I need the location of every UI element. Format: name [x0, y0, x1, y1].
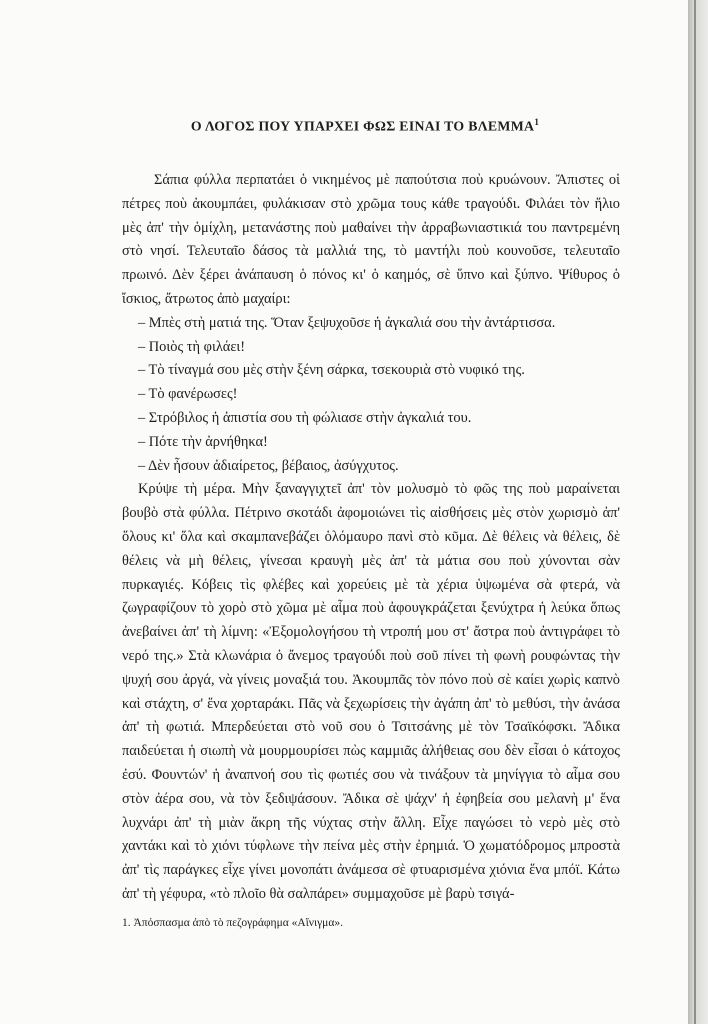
dialogue-line-3: – Τὸ τίναγμά σου μὲς στὴν ξένη σάρκα, τσεκουριὰ στὸ νυφικό της.: [138, 362, 525, 379]
dialogue-line-5: – Στρόβιλος ἡ ἀπιστία σου τὴ φώλιασε στὴν ἀγκαλιά του.: [138, 409, 472, 426]
footnote: 1. Ἀπόσπασμα ἀπὸ τὸ πεζογράφημα «Αἴνιγμα».: [122, 917, 343, 929]
dialogue-line-7: – Δὲν ἦσουν ἀδιαίρετος, βέβαιος, ἀσύγχυτος.: [138, 457, 399, 474]
dialogue-line-6: – Πότε τὴν ἀρνήθηκα!: [138, 433, 268, 450]
body-text: [122, 169, 620, 907]
chapter-title: [130, 117, 600, 135]
chapter-title-text: Ο ΛΟΓΟΣ ΠΟΥ ΥΠΑΡΧΕΙ ΦΩΣ ΕΙΝΑΙ ΤΟ ΒΛΕΜΜΑ: [190, 118, 535, 134]
dialogue-line-2: – Ποιὸς τὴ φιλάει!: [138, 338, 246, 355]
dialogue-line-1: – Μπὲς στὴ ματιά της. Ὅταν ξεψυχοῦσε ἡ ἀγκαλιά σου τὴν ἀντάρτισσα.: [138, 314, 556, 331]
footnote-marker: 1: [534, 117, 540, 127]
paragraph-2: Κρύψε τὴ μέρα. Μὴν ξαναγγιχτεῖ ἀπ' τὸν μολυσμὸ τὸ φῶς της ποὺ μαραίνεται βουβὸ στὰ φύλλα. Πέτρινο σκοτάδι ἀφομοιώνει τὶς αἰσθήσεις μὲς στὸν χωρισμὸ ἀπ' ὅλους κι' ὅλα καὶ σκαμπανεβάζει ὁλόμαυρο πανὶ στὸ κῦμα. Δὲ θέλεις νὰ θέλεις, δὲ θέλεις νὰ μὴ θέλεις, γίνεσαι κραυγὴ μὲς ἀπ' τὰ μάτια σου ποὺ χύνονται σὰν πυρκαγιές. Κόβεις τὶς φλέβες καὶ χορεύεις μὲ τὰ χέρια ὑψωμένα σὰ φτερά, νὰ ζωγραφίζουν τὸ χορὸ στὸ χῶμα μὲ αἷμα ποὺ ἀφουγκράζεται ξενύχτρα ἡ λεύκα ὅπως ἀνεβαίνει ἀπ' τὴ λίμνη: «Ἐξομολογήσου τὴ ντροπή μου στ' ἄστρα ποὺ ἀντιγράφει τὸ νερό της.» Στὰ κλωνάρια ὁ ἄνεμος τραγούδι ποὺ σοῦ πίνει τὴ φωνὴ ρουφώντας τὴν ψυχή σου ἀργά, νὰ γίνεις μοναξιά του. Ἀκουμπᾶς τὸν πόνο ποὺ σὲ καίει χωρὶς καπνὸ καὶ στάχτη, σ' ἕνα χορταράκι. Πᾶς νὰ ξεχωρίσεις τὴν ἀγάπη ἀπ' τὸ μεθύσι, τὴν ἀνάσα ἀπ' τὴ φωτιά. Μπερδεύεται στὸ νοῦ σου ὁ Τσιτσάνης μὲ τὸν Τσαϊκόφσκι. Ἄδικα παιδεύεται ἡ σιωπὴ νὰ μουρμουρίσει πὼς καμμιᾶς ἀλήθειας σου δὲν εἶσαι ὁ κάτοχος ἐσύ. Φουντών' ἡ ἀναπνοή σου τὶς φωτιές σου νὰ τινάξουν τὰ μηνίγγια τὸ αἷμα σου στὸν ἀέρα σου, νὰ τὸν ξεδιψάσουν. Ἄδικα σὲ ψάχν' ἡ ἐφηβεία σου μελανὴ μ' ἕνα λυχνάρι ἀπ' τὴ μιὰν ἄκρη τῆς νύχτας στὴν ἄλλη. Εἶχε παγώσει τὸ νερὸ μὲς στὸ χαντάκι καὶ τὸ χιόνι τύφλωνε τὴν πείνα μὲς στὴν ἐρημιά. Ὁ χωματόδρομος μπροστὰ ἀπ' τὶς παράγκες εἶχε γίνει μονοπάτι ἀνάμεσα σὲ φτυαρισμένα χιόνια ἕνα μπόϊ. Κάτω ἀπ' τὴ γέφυρα, «τὸ πλοῖο θὰ σαλπάρει» συμμαχοῦσε μὲ βαρὺ τσιγά-: [122, 481, 620, 902]
paragraph-1: Σάπια φύλλα περπατάει ὁ νικημένος μὲ παπούτσια ποὺ κρυώνουν. Ἄπιστες οἱ πέτρες ποὺ ἀκουμπάει, φυλάκισαν στὸ χρῶμα τους κάθε τραγούδι. Φιλάει τὸν ἥλιο μὲς ἀπ' τὴν ὁμίχλη, μετανάστης ποὺ μαθαίνει τὴν ἀρραβωνιαστικιά του παντρεμένη στὸ νησί. Τελευταῖο δάσος τὰ μαλλιά της, τὸ μαντήλι ποὺ κουνοῦσε, τελευταῖο πρωινό. Δὲν ξέρει ἀνάπαυση ὁ πόνος κι' ὁ καημός, σὲ ὕπνο καὶ ξύπνο. Ψίθυρος ὁ ἴσκιος, ἄτρωτος ἀπὸ μαχαίρι:: [122, 172, 620, 307]
page-edge-shadow: [688, 0, 708, 1024]
dialogue-line-4: – Τὸ φανέρωσες!: [138, 386, 238, 403]
